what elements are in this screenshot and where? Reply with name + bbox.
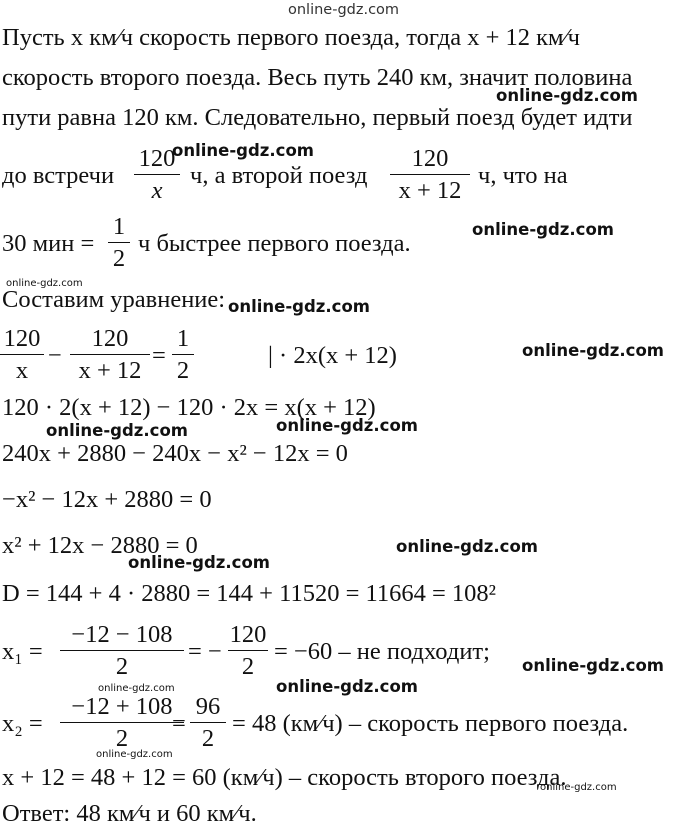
fraction-bar bbox=[0, 354, 44, 355]
watermark-text: online-gdz.com bbox=[522, 656, 664, 675]
eq1-multiplier: | · 2x(x + 12) bbox=[268, 342, 397, 369]
fraction-denominator: 2 bbox=[241, 653, 255, 680]
x2-fraction-a bbox=[60, 694, 184, 752]
text-line-5b: ч быстрее первого поезда. bbox=[138, 230, 411, 257]
x1-lhs: x₁ = bbox=[2, 638, 43, 665]
watermark-text: online-gdz.com bbox=[522, 341, 664, 360]
text-line-6: Составим уравнение: bbox=[2, 286, 226, 313]
x1-fraction-a bbox=[60, 622, 184, 680]
fraction-denominator: x + 12 bbox=[78, 357, 142, 384]
watermark-text: online-gdz.com bbox=[96, 749, 173, 760]
eq-line-3: 240x + 2880 − 240x − x² − 12x = 0 bbox=[2, 440, 348, 467]
fraction-bar bbox=[60, 650, 184, 651]
answer-line: Ответ: 48 км⁄ч и 60 км⁄ч. bbox=[2, 800, 257, 827]
watermark-text: online-gdz.com bbox=[172, 141, 314, 160]
fraction-denominator: 2 bbox=[112, 245, 126, 272]
x2-lhs: x₂ = bbox=[2, 710, 43, 737]
fraction-numerator: 1 bbox=[112, 213, 126, 240]
text-line-3: пути равна 120 км. Следовательно, первый поезд будет идти bbox=[2, 104, 633, 131]
watermark-text: online-gdz.com bbox=[98, 683, 175, 694]
fraction-120-over-x-plus-12 bbox=[390, 146, 470, 204]
watermark-text: online-gdz.com bbox=[228, 297, 370, 316]
fraction-denominator: 2 bbox=[201, 725, 215, 752]
fraction-numerator: 1 bbox=[176, 325, 190, 352]
text-line-4a: до встречи bbox=[2, 162, 115, 189]
text-line-second-speed: x + 12 = 48 + 12 = 60 (км⁄ч) – скорость второго поезда. bbox=[2, 764, 567, 791]
watermark-text: online-gdz.com bbox=[276, 416, 418, 435]
text-line-5a: 30 мин = bbox=[2, 230, 95, 257]
watermark-text: online-gdz.com bbox=[6, 278, 83, 289]
eq1-fraction-right bbox=[172, 326, 194, 384]
watermark-text: online-gdz.com bbox=[472, 220, 614, 239]
fraction-numerator: 96 bbox=[195, 693, 221, 720]
fraction-numerator: −12 + 108 bbox=[71, 693, 173, 720]
fraction-bar bbox=[134, 174, 180, 175]
eq-line-6-discriminant: D = 144 + 4 · 2880 = 144 + 11520 = 11664 = 108² bbox=[2, 580, 497, 607]
eq1-fraction-left bbox=[0, 326, 44, 384]
x2-equals: = bbox=[172, 710, 186, 737]
text-line-1: Пусть x км⁄ч скорость первого поезда, тогда x + 12 км⁄ч bbox=[2, 24, 580, 51]
fraction-denominator: 2 bbox=[115, 653, 129, 680]
watermark-text: online-gdz.com bbox=[396, 537, 538, 556]
fraction-denominator: x + 12 bbox=[398, 177, 462, 204]
x2-fraction-b bbox=[190, 694, 226, 752]
watermark-text: online-gdz.com bbox=[276, 677, 418, 696]
text-line-4c: ч, что на bbox=[478, 162, 568, 189]
fraction-denominator: 2 bbox=[115, 725, 129, 752]
watermark-text: online-gdz.com bbox=[540, 782, 617, 793]
x1-equals: = − bbox=[188, 638, 222, 665]
eq1-fraction-middle bbox=[70, 326, 150, 384]
fraction-bar bbox=[228, 650, 268, 651]
fraction-numerator: 120 bbox=[411, 145, 449, 172]
eq1-minus: − bbox=[48, 342, 62, 369]
fraction-denominator: x bbox=[15, 357, 29, 384]
x1-tail: = −60 – не подходит; bbox=[274, 638, 490, 665]
fraction-bar bbox=[70, 354, 150, 355]
text-line-4b: ч, а второй поезд bbox=[190, 162, 368, 189]
fraction-1-over-2 bbox=[108, 214, 130, 272]
watermark-text: online-gdz.com bbox=[288, 2, 400, 18]
fraction-bar bbox=[108, 242, 130, 243]
fraction-bar bbox=[60, 722, 184, 723]
x1-fraction-b bbox=[228, 622, 268, 680]
eq-line-4: −x² − 12x + 2880 = 0 bbox=[2, 486, 212, 513]
fraction-numerator: 120 bbox=[3, 325, 41, 352]
fraction-bar bbox=[190, 722, 226, 723]
watermark-text: online-gdz.com bbox=[496, 86, 638, 105]
text-line-2: скорость второго поезда. Весь путь 240 км, значит половина bbox=[2, 64, 633, 91]
fraction-numerator: 120 bbox=[91, 325, 129, 352]
eq-line-2: 120 · 2(x + 12) − 120 · 2x = x(x + 12) bbox=[2, 394, 376, 421]
fraction-bar bbox=[390, 174, 470, 175]
eq-line-5: x² + 12x − 2880 = 0 bbox=[2, 532, 198, 559]
fraction-denominator: x bbox=[151, 177, 163, 204]
watermark-text: online-gdz.com bbox=[128, 553, 270, 572]
fraction-numerator: −12 − 108 bbox=[71, 621, 173, 648]
eq1-equals: = bbox=[152, 342, 166, 369]
fraction-denominator: 2 bbox=[176, 357, 190, 384]
fraction-numerator: 120 bbox=[138, 145, 176, 172]
watermark-text: online-gdz.com bbox=[46, 421, 188, 440]
fraction-bar bbox=[172, 354, 194, 355]
x2-tail: = 48 (км⁄ч) – скорость первого поезда. bbox=[232, 710, 629, 737]
fraction-numerator: 120 bbox=[229, 621, 267, 648]
